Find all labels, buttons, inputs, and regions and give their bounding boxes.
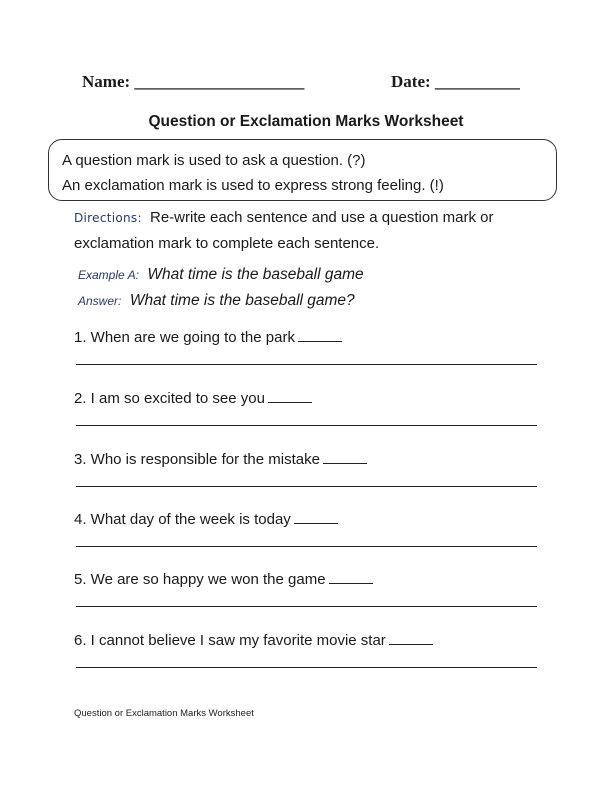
example-row	[78, 266, 364, 284]
question-text: 4. What day of the week is today	[74, 511, 291, 528]
question-text: 5. We are so happy we won the game	[74, 571, 326, 588]
date-field-label: Date: __________	[391, 72, 520, 91]
directions-text: Re-write each sentence and use a question mark or exclamation mark to complete each sentence.	[74, 209, 494, 252]
question-mark-rule: A question mark is used to ask a question. (?)	[62, 152, 366, 169]
question-text: 2. I am so excited to see you	[74, 390, 265, 407]
answer-row	[78, 292, 355, 310]
answer-write-line[interactable]	[76, 546, 537, 547]
question-item-1	[74, 327, 540, 365]
worksheet-title: Question or Exclamation Marks Worksheet	[148, 113, 464, 130]
punctuation-blank[interactable]	[329, 569, 373, 584]
answer-write-line[interactable]	[76, 425, 537, 426]
punctuation-blank[interactable]	[298, 327, 342, 342]
page-footer: Question or Exclamation Marks Worksheet	[74, 708, 254, 719]
question-item-4	[74, 509, 540, 547]
name-field-label: Name: ____________________	[82, 72, 305, 91]
question-text: 6. I cannot believe I saw my favorite movie star	[74, 632, 386, 649]
punctuation-blank[interactable]	[294, 509, 338, 524]
answer-text: What time is the baseball game?	[129, 292, 355, 309]
answer-label: Answer:	[78, 294, 122, 308]
punctuation-blank[interactable]	[323, 449, 367, 464]
question-text: 3. Who is responsible for the mistake	[74, 451, 320, 468]
question-text: 1. When are we going to the park	[74, 329, 295, 346]
punctuation-blank[interactable]	[268, 388, 312, 403]
directions-label: Directions:	[74, 211, 142, 225]
question-item-3	[74, 449, 540, 487]
example-text: What time is the baseball game	[147, 266, 364, 283]
question-item-2	[74, 388, 540, 426]
rules-box	[48, 139, 557, 201]
example-label: Example A:	[78, 268, 139, 282]
answer-write-line[interactable]	[76, 606, 537, 607]
answer-write-line[interactable]	[76, 486, 537, 487]
answer-write-line[interactable]	[76, 364, 537, 365]
exclamation-mark-rule: An exclamation mark is used to express strong feeling. (!)	[62, 177, 444, 194]
question-item-6	[74, 630, 540, 668]
question-item-5	[74, 569, 540, 607]
answer-write-line[interactable]	[76, 667, 537, 668]
directions	[74, 205, 554, 257]
punctuation-blank[interactable]	[389, 630, 433, 645]
